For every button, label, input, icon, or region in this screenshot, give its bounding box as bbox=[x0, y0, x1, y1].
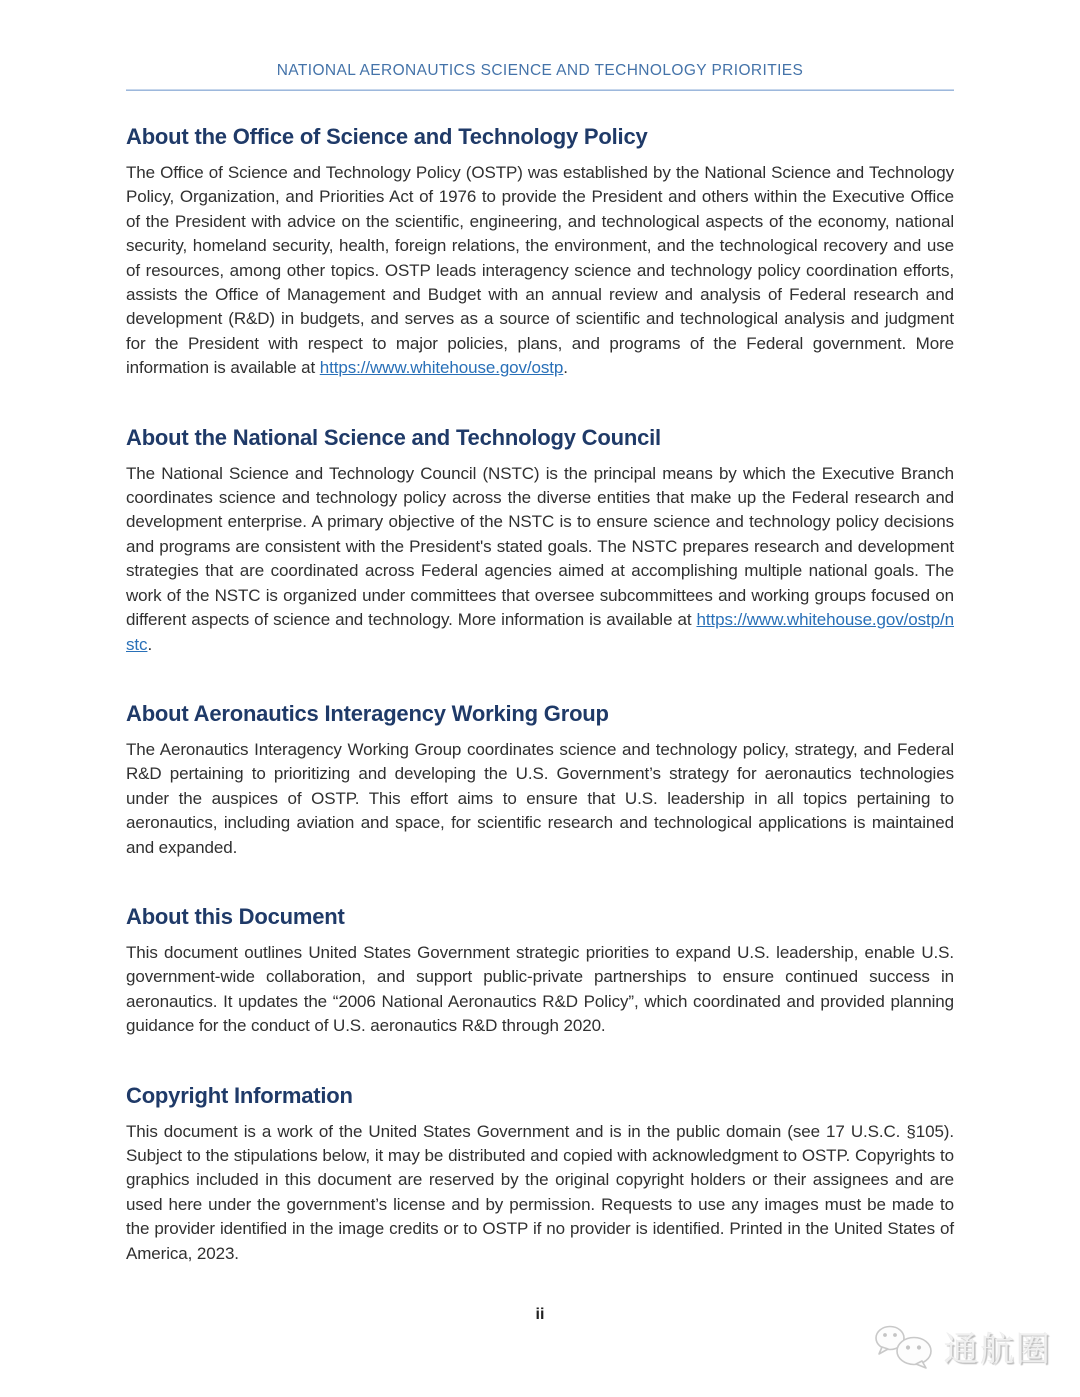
section-heading-about-document: About this Document bbox=[126, 903, 345, 929]
section-paragraph-nstc bbox=[126, 462, 954, 657]
section-heading-ostp: About the Office of Science and Technology Policy bbox=[126, 124, 648, 149]
running-header-title: NATIONAL AERONAUTICS SCIENCE AND TECHNOLOGY PRIORITIES bbox=[276, 62, 804, 79]
section-heading-nstc: About the National Science and Technology Council bbox=[126, 424, 661, 450]
section-paragraph-aiwg: The Aeronautics Interagency Working Group coordinates science and technology policy, strategy, and Federal R&D pertaining to prioritizing and developing the U.S. Government’s strategy for aeronautics technologies under the auspices of OSTP. This effort aims to ensure that U.S. leadership in all topics pertaining to aeronautics, including aviation and space, for scientific research and technological applications is maintained and expanded. bbox=[126, 739, 954, 857]
ostp-link[interactable]: https://www.whitehouse.gov/ostp bbox=[319, 358, 564, 378]
paragraph-text: The Office of Science and Technology Policy (OSTP) was established by the National Science and Technology Policy, Organization, and Priorities Act of 1976 to provide the President and others within the Executive Office of the President with advice on the scientific, engineering, and technological aspects of the economy, national security, homeland security, health, foreign relations, the environment, and the technological recovery and use of resources, among other topics. OSTP leads interagency science and technology policy coordination efforts, assists the Office of Management and Budget with an annual review and analysis of Federal research and development (R&D) in budgets, and serves as a source of scientific and technological analysis and judgment for the President with respect to major policies, plans, and programs of the Federal government. More information is available at bbox=[126, 163, 954, 378]
section-heading-aiwg: About Aeronautics Interagency Working Group bbox=[126, 700, 609, 726]
paragraph-text: The National Science and Technology Council (NSTC) is the principal means by which the Executive Branch coordinates science and technology policy across the diverse entities that make up the Federal research and development enterprise. A primary objective of the NSTC is to ensure science and technology policy decisions and programs are consistent with the President's stated goals. The NSTC prepares research and development strategies that are coordinated across Federal agencies aimed at accomplishing multiple national goals. The work of the NSTC is organized under committees that oversee subcommittees and working groups focused on different aspects of science and technology. More information is available at bbox=[126, 463, 954, 630]
section-paragraph-about-document: This document outlines United States Government strategic priorities to expand U.S. leadership, enable U.S. government-wide collaboration, and support public-private partnerships to ensure continued success in aeronautics. It updates the “2006 National Aeronautics R&D Policy”, which coordinated and provided planning guidance for the conduct of U.S. aeronautics R&D through 2020. bbox=[126, 942, 954, 1036]
section-paragraph-copyright: This document is a work of the United States Government and is in the public domain (see 17 U.S.C. §105). Subject to the stipulations below, it may be distributed and copied with acknowledgment to OSTP. Copyrights to graphics included in this document are reserved by the original copyright holders or their assignees and are used here under the government’s license and by permission. Requests to use any images must be made to the provider identified in the image credits or to OSTP if no provider is identified. Printed in the United States of America, 2023. bbox=[126, 1121, 954, 1263]
section-heading-copyright: Copyright Information bbox=[126, 1082, 353, 1108]
section-paragraph-ostp bbox=[126, 161, 954, 381]
paragraph-suffix: . bbox=[563, 358, 568, 378]
page-number: ii bbox=[535, 1306, 545, 1323]
header-rule bbox=[126, 89, 954, 91]
nstc-link[interactable]: https://www.whitehouse.gov/ostp/nstc bbox=[126, 610, 954, 654]
watermark bbox=[872, 1322, 1052, 1371]
paragraph-suffix: . bbox=[147, 634, 153, 654]
watermark-text: 通航圈 bbox=[944, 1330, 1052, 1370]
wechat-bubbles-icon bbox=[872, 1324, 938, 1370]
